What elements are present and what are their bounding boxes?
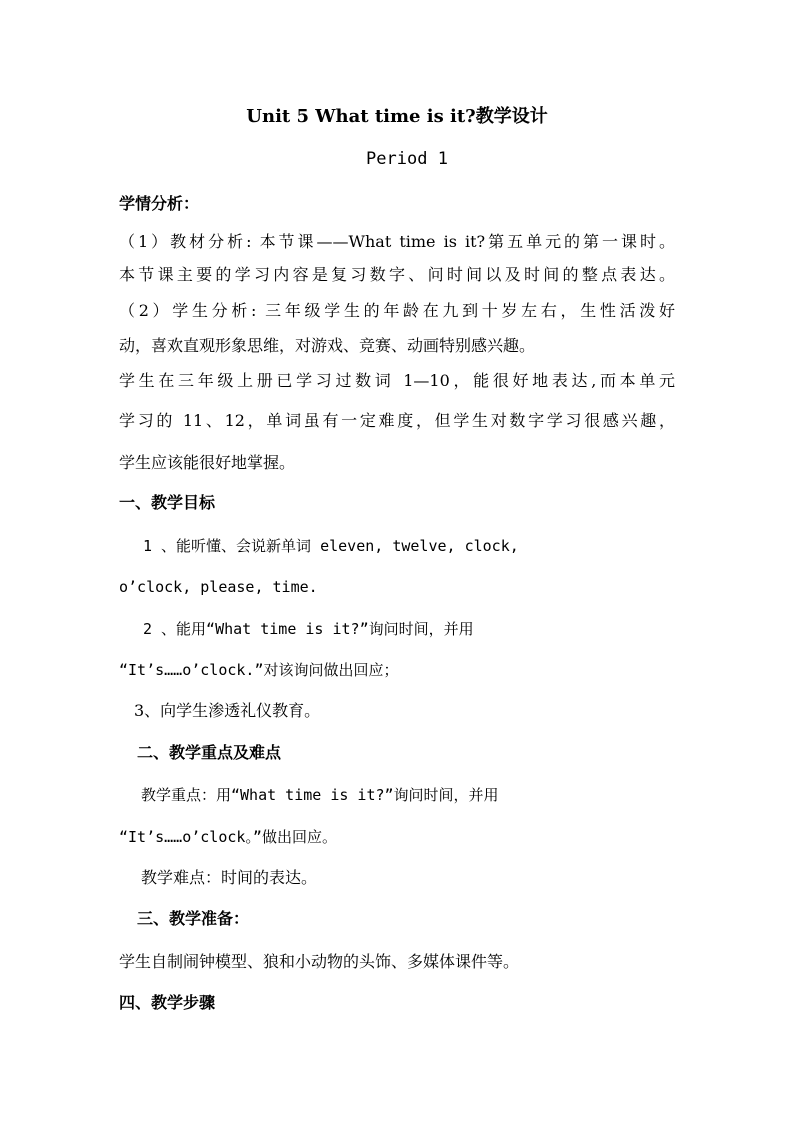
period-label: Period 1 xyxy=(366,149,448,169)
goal-line: “It’s……o’clock.”对该询问做出回应； xyxy=(119,661,399,679)
goal-line: 1 、能听懂、会说新单词 eleven, twelve, clock, xyxy=(143,537,519,555)
analysis-line: （1）教材分析: 本节课——What time is it?第五单元的第一课时。 xyxy=(119,232,675,251)
key-point-line: “It’s……o’clock。”做出回应。 xyxy=(119,828,337,846)
preparation-text: 学生自制闹钟模型、狼和小动物的头饰、多媒体课件等。 xyxy=(119,952,520,971)
analysis-heading: 学情分析： xyxy=(119,194,200,213)
section-heading-steps: 四、教学步骤 xyxy=(119,993,216,1012)
goal-line: o’clock, please, time. xyxy=(119,578,318,596)
analysis-line: （2）学生分析: 三年级学生的年龄在九到十岁左右，生性活泼好 xyxy=(119,301,675,320)
section-heading-key-points: 二、教学重点及难点 xyxy=(137,743,282,762)
analysis-line: 学习的 11、12，单词虽有一定难度，但学生对数字学习很感兴趣， xyxy=(119,411,675,430)
analysis-line: 学生应该能很好地掌握。 xyxy=(119,453,296,472)
key-point-line: 教学重点：用“What time is it?”询问时间，并用 xyxy=(141,786,499,804)
goal-line: 3、向学生渗透礼仪教育。 xyxy=(134,701,321,720)
goal-line: 2 、能用“What time is it?”询问时间，并用 xyxy=(143,620,474,638)
section-heading-preparation: 三、教学准备： xyxy=(137,909,250,928)
key-point-line: 教学难点：时间的表达。 xyxy=(141,868,318,887)
section-heading-goals: 一、教学目标 xyxy=(119,493,216,512)
document-title: Unit 5 What time is it?教学设计 xyxy=(246,106,548,127)
analysis-line: 学生在三年级上册已学习过数词 1—10，能很好地表达,而本单元 xyxy=(119,371,675,390)
analysis-line: 本节课主要的学习内容是复习数字、问时间以及时间的整点表达。 xyxy=(119,265,675,284)
analysis-line: 动，喜欢直观形象思维，对游戏、竞赛、动画特别感兴趣。 xyxy=(119,336,536,355)
